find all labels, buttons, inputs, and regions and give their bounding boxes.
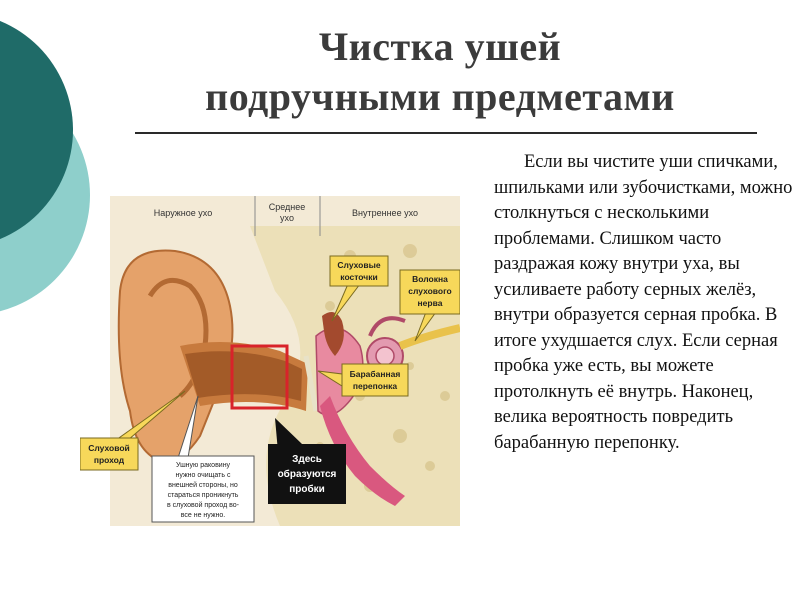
nerve-label-2: слухового (408, 286, 452, 296)
note-line-6: все не нужно. (180, 512, 226, 519)
plug-label-2: образуются (277, 469, 337, 480)
title-line-2: подручными предметами (205, 74, 675, 119)
label-inner-ear: Внутреннее ухо (352, 208, 418, 218)
note-line-3: внешней стороны, но (168, 482, 238, 489)
label-middle-ear-1: Среднее (268, 202, 306, 212)
eardrum-label-2: перепонка (352, 381, 398, 391)
canal-label-2: проход (93, 455, 125, 465)
slide-title (120, 22, 760, 122)
ossicles-label-2: косточки (340, 272, 378, 282)
plug-label-3: пробки (289, 484, 325, 495)
eardrum-label-1: Барабанная (349, 369, 401, 379)
canal-label-1: Слуховой (88, 443, 130, 453)
label-middle-ear-2: ухо (280, 213, 294, 223)
note-line-5: в слуховой проход во- (166, 502, 240, 509)
label-outer-ear: Наружное ухо (153, 208, 213, 218)
plug-label-1: Здесь (292, 454, 322, 465)
body-paragraph: Если вы чистите уши спичками, шпильками или зубочистками, можно столкнуться с несколькими проблемами. Слишком часто раздражая кожу внутри уха, вы усиливаете работу серных желёз, внутри образуется серная пробка. В итоге ухудшается слух. Если серная пробка уже есть, вы можете протолкнуть её внутрь. Наконец, велика вероятность повредить барабанную перепонку. (494, 152, 793, 453)
ear-anatomy-illustration (80, 196, 460, 526)
note-line-4: стараться проникнуть (167, 492, 239, 499)
note-line-1: Ушную раковину (175, 462, 231, 469)
note-line-2: нужно очищать с (175, 472, 231, 479)
title-underline (135, 132, 757, 134)
title-line-1: Чистка ушей (318, 24, 562, 69)
ossicles-label-1: Слуховые (337, 260, 381, 270)
nerve-label-1: Волокна (412, 274, 448, 284)
nerve-label-3: нерва (417, 298, 443, 308)
